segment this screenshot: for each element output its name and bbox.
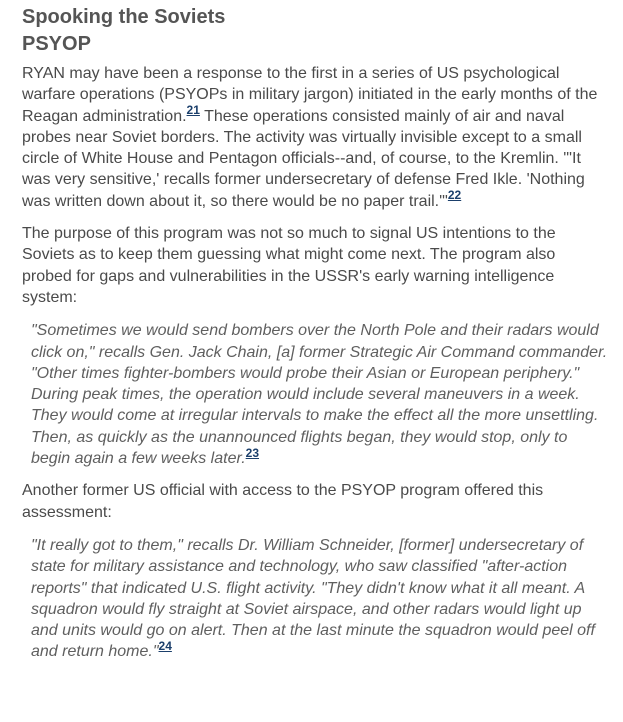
footnote-ref-24-sup	[159, 638, 172, 653]
footnote-link-22[interactable]: 22	[447, 188, 462, 203]
footnote-ref-23-sup	[246, 445, 259, 460]
quote-chain-text: "Sometimes we would send bombers over the North Pole and their radars would click on," recalls Gen. Jack Chain, [a] former Strategic Air Command commander. "Other times fighter-bombers would probe their Asian or European periphery." During peak times, the operation would include several maneuvers in a week. They would come at irregular intervals to make the effect all the more unsettling. Then, as quickly as the unannounced flights began, they would stop, only to begin again a few weeks later.	[31, 322, 608, 468]
paragraph-purpose: The purpose of this program was not so much to signal US intentions to the Soviets as to keep them guessing what might come next. The program also probed for gaps and vulnerabilities in the USSR's early warning intelligence system:	[22, 225, 556, 306]
paragraph-assessment: Another former US official with access to the PSYOP program offered this assessment:	[22, 482, 544, 521]
section-subheading: PSYOP	[22, 33, 91, 55]
quote-chain	[31, 320, 609, 469]
quote-schneider	[31, 535, 609, 663]
paragraph-intro	[22, 63, 609, 212]
quote-schneider-text: "It really got to them," recalls Dr. William Schneider, [former] undersecretary of state for military assistance and technology, who saw classified "after-action reports" that indicated U.S. flight activity. "They didn't know what it all meant. A squadron would fly straight at Soviet airspace, and other radars would light up and units would go on alert. Then at the last minute the squadron would peel off and return home."	[31, 536, 595, 661]
footnote-link-21[interactable]: 21	[186, 103, 200, 118]
section-heading: Spooking the Soviets	[22, 6, 226, 28]
paragraph-intro-text: RYAN may have been a response to the first in a series of US psychological warfare operations (PSYOPs in military jargon) initiated in the early months of the Reagan administration.	[22, 65, 598, 125]
paragraph-intro-text-cont: These operations consisted mainly of air and naval probes near Soviet borders. The activity was virtually invisible except to a small circle of White House and Pentagon officials--and, of course, to the Kremlin. "'It was very sensitive,' recalls former undersecretary of defense Fred Ikle. 'Nothing was written down about it, so there would be no paper trail.'"	[22, 107, 585, 210]
footnote-ref-22-sup	[448, 187, 461, 202]
footnote-link-23[interactable]: 23	[245, 445, 260, 460]
footnote-link-24[interactable]: 24	[158, 639, 172, 654]
footnote-ref-21-sup	[187, 102, 200, 117]
